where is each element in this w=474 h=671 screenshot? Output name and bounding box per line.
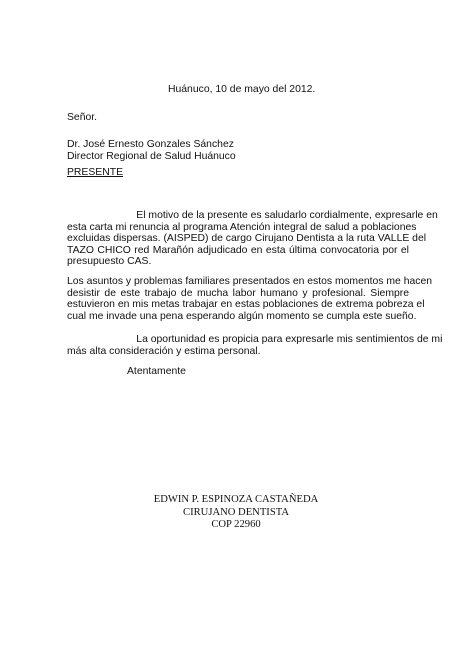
body-paragraph-1: [67, 210, 438, 268]
signer-profession: CIRUJANO DENTISTA: [183, 506, 289, 518]
signer-name: EDWIN P. ESPINOZA CASTAÑEDA: [153, 494, 319, 505]
paragraph-line: estuvieron en mis metas trabajar en estas poblaciones de extrema pobreza el: [67, 299, 425, 311]
letter-date: Huánuco, 10 de mayo del 2012.: [168, 84, 316, 95]
signer-registration: COP 22960: [211, 519, 261, 531]
paragraph-line: La oportunidad es propicia para expresarle mis sentimientos de mi: [67, 334, 443, 345]
recipient-name: Dr. José Ernesto Gonzales Sánchez: [67, 139, 234, 150]
paragraph-line: excluidas dispersas. (AISPED) de cargo Cirujano Dentista a la ruta VALLE del: [67, 233, 427, 245]
body-paragraph-2: [67, 276, 433, 322]
paragraph-line: desistir de este trabajo de mucha labor humano y profesional. Siempre: [67, 287, 409, 299]
presente-heading: PRESENTE: [67, 167, 124, 178]
paragraph-line: TAZO CHICO red Marañón adjudicado en esta última convocatoria por el: [67, 244, 409, 256]
paragraph-line: presupuesto CAS.: [67, 256, 152, 268]
paragraph-line: cual me invade una pena esperando algún momento se cumpla este sueño.: [67, 310, 417, 322]
paragraph-line: más alta consideración y estima personal.: [67, 345, 261, 357]
recipient-block: [67, 139, 236, 162]
salutation: Señor.: [67, 112, 98, 123]
recipient-title: Director Regional de Salud Huánuco: [67, 150, 236, 162]
paragraph-line: El motivo de la presente es saludarlo cordialmente, expresarle en: [67, 210, 438, 221]
paragraph-line: Los asuntos y problemas familiares presentados en estos momentos me hacen: [67, 276, 433, 287]
closing: Atentamente: [127, 366, 186, 377]
body-paragraph-3: [67, 334, 443, 357]
signature-block: [140, 494, 332, 532]
paragraph-line: esta carta mi renuncia al programa Atención integral de salud a poblaciones: [67, 221, 417, 233]
